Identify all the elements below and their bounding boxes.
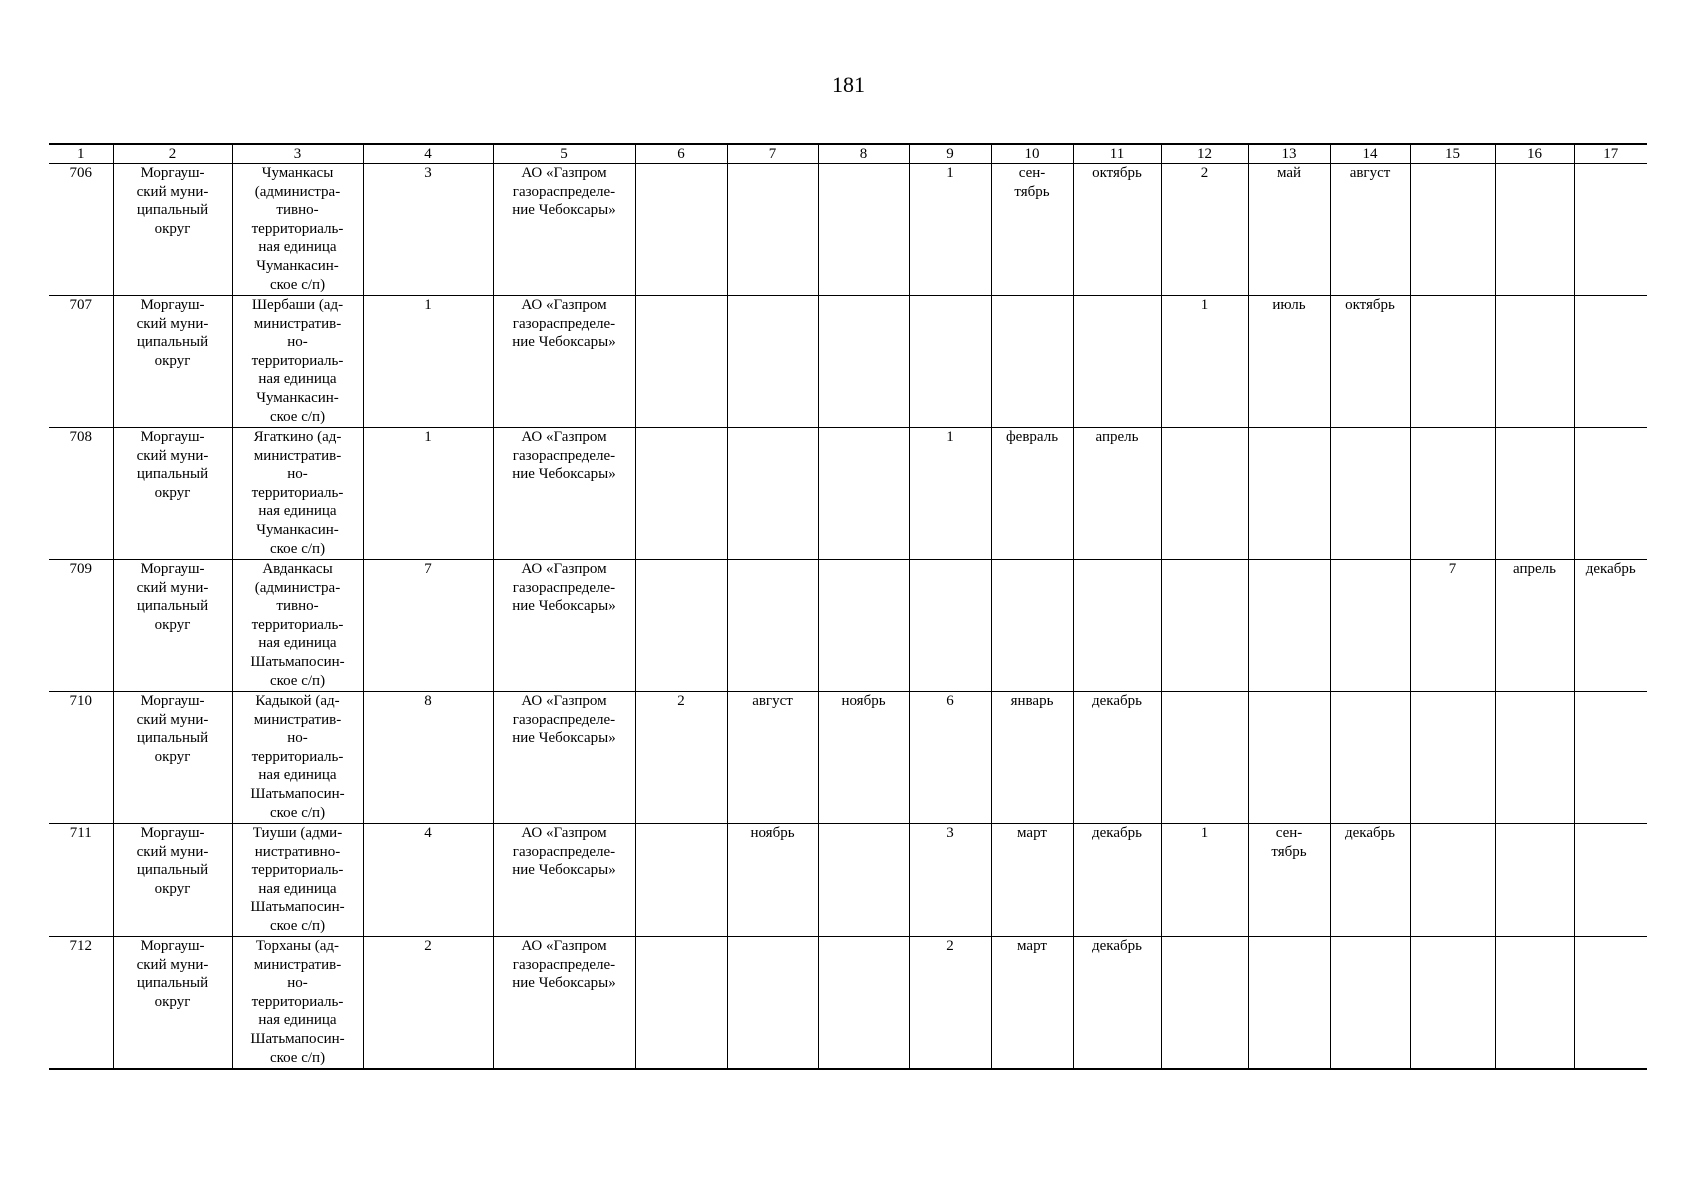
column-number: 3 [232, 144, 363, 164]
table-cell: 7 [1410, 560, 1495, 692]
table-cell [1574, 937, 1647, 1070]
table-cell: сен- тябрь [991, 164, 1073, 296]
table-cell: 1 [909, 164, 991, 296]
table-cell [909, 296, 991, 428]
column-number: 5 [493, 144, 635, 164]
table-cell [991, 296, 1073, 428]
organization-cell: АО «Газпром газораспределе- ние Чебоксары» [493, 560, 635, 692]
table-cell [818, 560, 909, 692]
organization-cell: АО «Газпром газораспределе- ние Чебоксары» [493, 296, 635, 428]
settlement-cell: Чуманкасы (администра- тивно- территориаль- ная единица Чуманкасин- ское с/п) [232, 164, 363, 296]
municipality-cell: Моргауш- ский муни- ципальный округ [113, 692, 232, 824]
table-cell: сен- тябрь [1248, 824, 1330, 937]
table-cell [1161, 560, 1248, 692]
table-cell [991, 560, 1073, 692]
table-cell [635, 296, 727, 428]
table-cell: декабрь [1073, 692, 1161, 824]
table-cell [1495, 824, 1574, 937]
total-count-cell: 1 [363, 296, 493, 428]
table-cell: октябрь [1330, 296, 1410, 428]
column-number: 6 [635, 144, 727, 164]
municipality-cell: Моргауш- ский муни- ципальный округ [113, 164, 232, 296]
table-cell: 2 [909, 937, 991, 1070]
table-cell [727, 296, 818, 428]
column-number: 12 [1161, 144, 1248, 164]
table-cell: март [991, 824, 1073, 937]
settlement-cell: Тиуши (адми- нистративно- территориаль- ная единица Шатьмапосин- ское с/п) [232, 824, 363, 937]
table-cell: апрель [1495, 560, 1574, 692]
table-cell [1330, 560, 1410, 692]
total-count-cell: 3 [363, 164, 493, 296]
column-number: 4 [363, 144, 493, 164]
column-number: 8 [818, 144, 909, 164]
table-cell [1410, 428, 1495, 560]
table-cell: октябрь [1073, 164, 1161, 296]
table-row [49, 296, 1647, 428]
table-cell [1248, 560, 1330, 692]
table-cell [727, 937, 818, 1070]
table-cell [1574, 692, 1647, 824]
table-cell [1574, 164, 1647, 296]
data-table [49, 143, 1647, 1070]
municipality-cell: Моргауш- ский муни- ципальный округ [113, 937, 232, 1070]
table-cell [727, 428, 818, 560]
table-cell [1161, 692, 1248, 824]
table-cell [635, 824, 727, 937]
table-row [49, 692, 1647, 824]
table-cell: февраль [991, 428, 1073, 560]
total-count-cell: 4 [363, 824, 493, 937]
table-cell [818, 937, 909, 1070]
row-number: 706 [49, 164, 113, 296]
table-cell: декабрь [1330, 824, 1410, 937]
table-cell [1073, 560, 1161, 692]
settlement-cell: Авданкасы (администра- тивно- территориаль- ная единица Шатьмапосин- ское с/п) [232, 560, 363, 692]
table-cell: август [1330, 164, 1410, 296]
table-cell [1248, 428, 1330, 560]
table-cell [1495, 937, 1574, 1070]
table-cell: апрель [1073, 428, 1161, 560]
table-cell: 2 [1161, 164, 1248, 296]
column-number: 15 [1410, 144, 1495, 164]
row-number: 710 [49, 692, 113, 824]
table-cell [818, 824, 909, 937]
table-cell [635, 164, 727, 296]
page-number: 181 [832, 72, 865, 97]
settlement-cell: Ягаткино (ад- министратив- но- территориаль- ная единица Чуманкасин- ское с/п) [232, 428, 363, 560]
column-number: 9 [909, 144, 991, 164]
table-cell: декабрь [1073, 824, 1161, 937]
row-number: 708 [49, 428, 113, 560]
column-number: 1 [49, 144, 113, 164]
table-cell [1495, 428, 1574, 560]
column-number: 17 [1574, 144, 1647, 164]
table-cell [727, 164, 818, 296]
row-number: 711 [49, 824, 113, 937]
table-row [49, 560, 1647, 692]
total-count-cell: 1 [363, 428, 493, 560]
table-cell: март [991, 937, 1073, 1070]
row-number: 712 [49, 937, 113, 1070]
table-cell [1410, 937, 1495, 1070]
total-count-cell: 7 [363, 560, 493, 692]
column-number: 11 [1073, 144, 1161, 164]
table-cell: ноябрь [818, 692, 909, 824]
table-cell: 3 [909, 824, 991, 937]
table-cell [1410, 692, 1495, 824]
table-cell: август [727, 692, 818, 824]
table-cell [635, 937, 727, 1070]
table-cell [818, 296, 909, 428]
table-cell [1073, 296, 1161, 428]
table-row [49, 937, 1647, 1070]
table-cell [1330, 428, 1410, 560]
column-number: 16 [1495, 144, 1574, 164]
column-number: 13 [1248, 144, 1330, 164]
table-cell [1574, 428, 1647, 560]
table-cell [1574, 824, 1647, 937]
row-number: 707 [49, 296, 113, 428]
table-cell [1248, 692, 1330, 824]
organization-cell: АО «Газпром газораспределе- ние Чебоксары» [493, 428, 635, 560]
table-cell [1410, 164, 1495, 296]
table-cell [818, 428, 909, 560]
table-cell [909, 560, 991, 692]
table-cell [1330, 692, 1410, 824]
table-cell: 1 [1161, 296, 1248, 428]
settlement-cell: Кадыкой (ад- министратив- но- территориаль- ная единица Шатьмапосин- ское с/п) [232, 692, 363, 824]
municipality-cell: Моргауш- ский муни- ципальный округ [113, 296, 232, 428]
column-number: 2 [113, 144, 232, 164]
table-cell [818, 164, 909, 296]
table-cell [1495, 692, 1574, 824]
total-count-cell: 2 [363, 937, 493, 1070]
column-number-header-row [49, 144, 1647, 164]
organization-cell: АО «Газпром газораспределе- ние Чебоксары» [493, 937, 635, 1070]
settlement-cell: Торханы (ад- министратив- но- территориаль- ная единица Шатьмапосин- ское с/п) [232, 937, 363, 1070]
table-cell [1330, 937, 1410, 1070]
table-cell: июль [1248, 296, 1330, 428]
settlement-cell: Шербаши (ад- министратив- но- территориаль- ная единица Чуманкасин- ское с/п) [232, 296, 363, 428]
table-cell [1495, 164, 1574, 296]
table-cell [727, 560, 818, 692]
table-row [49, 824, 1647, 937]
table-cell: декабрь [1574, 560, 1647, 692]
table-cell [635, 428, 727, 560]
table-cell [1410, 296, 1495, 428]
table-cell: ноябрь [727, 824, 818, 937]
table-cell: 1 [1161, 824, 1248, 937]
row-number: 709 [49, 560, 113, 692]
table-cell [1161, 937, 1248, 1070]
organization-cell: АО «Газпром газораспределе- ние Чебоксары» [493, 164, 635, 296]
table-cell: 6 [909, 692, 991, 824]
total-count-cell: 8 [363, 692, 493, 824]
column-number: 14 [1330, 144, 1410, 164]
municipality-cell: Моргауш- ский муни- ципальный округ [113, 560, 232, 692]
table-cell [1574, 296, 1647, 428]
municipality-cell: Моргауш- ский муни- ципальный округ [113, 428, 232, 560]
table-row [49, 164, 1647, 296]
table-cell: декабрь [1073, 937, 1161, 1070]
table-cell [1161, 428, 1248, 560]
column-number: 10 [991, 144, 1073, 164]
organization-cell: АО «Газпром газораспределе- ние Чебоксары» [493, 692, 635, 824]
organization-cell: АО «Газпром газораспределе- ние Чебоксары» [493, 824, 635, 937]
table-cell [1495, 296, 1574, 428]
table-cell: 1 [909, 428, 991, 560]
table-cell: январь [991, 692, 1073, 824]
table-cell: 2 [635, 692, 727, 824]
table-cell [1410, 824, 1495, 937]
table-cell: май [1248, 164, 1330, 296]
table-cell [635, 560, 727, 692]
municipality-cell: Моргауш- ский муни- ципальный округ [113, 824, 232, 937]
table-row [49, 428, 1647, 560]
table-cell [1248, 937, 1330, 1070]
column-number: 7 [727, 144, 818, 164]
